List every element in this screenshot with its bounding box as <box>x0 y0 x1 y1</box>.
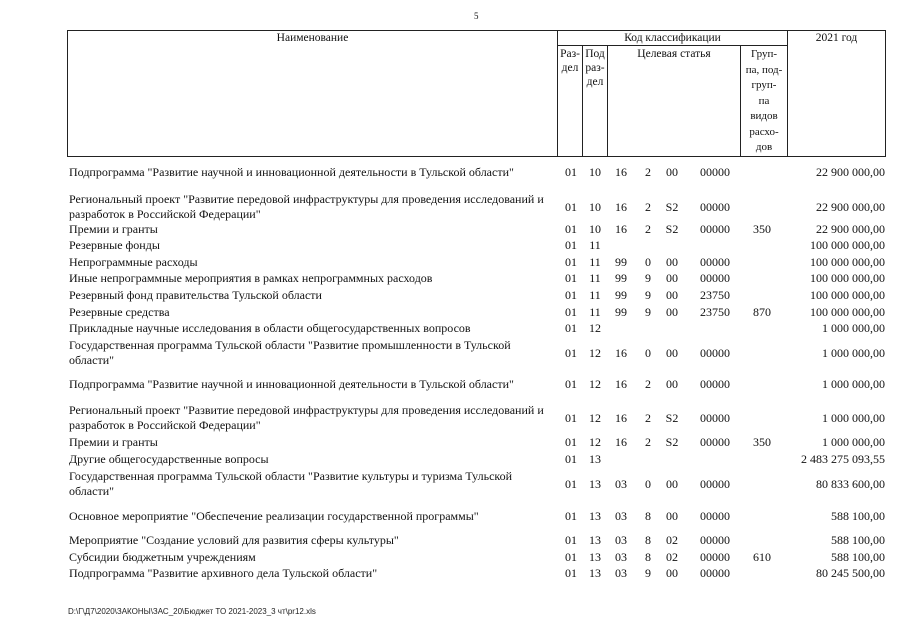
cell-sec: 01 <box>565 238 577 252</box>
cell-t4: 00000 <box>700 222 730 236</box>
cell-t4: 00000 <box>700 435 730 449</box>
cell-t3: 00 <box>666 305 678 319</box>
cell-amount: 1 000 000,00 <box>822 435 885 449</box>
cell-sec: 01 <box>565 200 577 214</box>
cell-t3: 00 <box>666 165 678 179</box>
cell-sub: 11 <box>589 238 601 252</box>
cell-t1: 99 <box>615 305 627 319</box>
cell-amount: 2 483 275 093,55 <box>801 452 885 466</box>
cell-t3: 00 <box>666 477 678 491</box>
cell-t1: 99 <box>615 288 627 302</box>
cell-t4: 00000 <box>700 411 730 425</box>
cell-t3: 00 <box>666 566 678 580</box>
cell-t4: 00000 <box>700 377 730 391</box>
cell-sec: 01 <box>565 411 577 425</box>
cell-t3: 02 <box>666 533 678 547</box>
cell-name: Региональный проект "Развитие передовой инфраструктуры для проведения исследований и разработок в Российской Федерации" <box>69 403 544 432</box>
file-path: D:\Г\Д7\2020\ЗАКОНЫ\ЗАС_20\Бюджет ТО 2021-2023_3 чт\pr12.xls <box>68 607 316 616</box>
cell-sub: 13 <box>589 477 601 491</box>
cell-sec: 01 <box>565 255 577 269</box>
cell-name: Другие общегосударственные вопросы <box>69 452 269 466</box>
table-header <box>67 30 886 157</box>
cell-t1: 03 <box>615 509 627 523</box>
cell-name: Подпрограмма "Развитие научной и инновационной деятельности в Тульской области" <box>69 165 514 179</box>
cell-sec: 01 <box>565 165 577 179</box>
cell-t4: 23750 <box>700 305 730 319</box>
cell-amount: 100 000 000,00 <box>810 271 885 285</box>
cell-t4: 00000 <box>700 509 730 523</box>
cell-t2: 2 <box>645 377 651 391</box>
cell-name: Прикладные научные исследования в области общегосударственных вопросов <box>69 321 471 335</box>
cell-t2: 9 <box>645 271 651 285</box>
cell-sub: 13 <box>589 509 601 523</box>
cell-name: Подпрограмма "Развитие архивного дела Тульской области" <box>69 566 378 580</box>
cell-sub: 13 <box>589 550 601 564</box>
cell-sec: 01 <box>565 222 577 236</box>
cell-sub: 12 <box>589 411 601 425</box>
cell-t2: 0 <box>645 477 651 491</box>
cell-t2: 9 <box>645 288 651 302</box>
cell-t2: 9 <box>645 566 651 580</box>
cell-name: Иные непрограммные мероприятия в рамках непрограммных расходов <box>69 271 433 285</box>
cell-t1: 16 <box>615 435 627 449</box>
cell-amount: 1 000 000,00 <box>822 411 885 425</box>
cell-grp: 610 <box>753 550 771 564</box>
cell-sub: 13 <box>589 452 601 466</box>
cell-sub: 11 <box>589 271 601 285</box>
cell-name: Субсидии бюджетным учреждениям <box>69 550 256 564</box>
cell-amount: 100 000 000,00 <box>810 305 885 319</box>
header-group: Груп- па, под- груп- па видов расхо- дов <box>741 46 788 157</box>
cell-grp: 350 <box>753 222 771 236</box>
cell-name: Премии и гранты <box>69 222 158 236</box>
cell-t3: S2 <box>665 200 679 214</box>
cell-t4: 00000 <box>700 255 730 269</box>
cell-sec: 01 <box>565 509 577 523</box>
cell-sub: 12 <box>589 346 601 360</box>
cell-t4: 00000 <box>700 165 730 179</box>
cell-amount: 80 833 600,00 <box>816 477 885 491</box>
cell-amount: 1 000 000,00 <box>822 321 885 335</box>
cell-t2: 0 <box>645 255 651 269</box>
cell-t4: 00000 <box>700 271 730 285</box>
cell-grp: 870 <box>753 305 771 319</box>
cell-t2: 8 <box>645 533 651 547</box>
cell-t3: 00 <box>666 509 678 523</box>
cell-amount: 588 100,00 <box>831 533 885 547</box>
cell-sec: 01 <box>565 550 577 564</box>
cell-t3: 00 <box>666 271 678 285</box>
cell-t1: 16 <box>615 165 627 179</box>
cell-t2: 8 <box>645 509 651 523</box>
cell-t4: 00000 <box>700 533 730 547</box>
cell-name: Непрограммные расходы <box>69 255 198 269</box>
cell-name: Основное мероприятие "Обеспечение реализации государственной программы" <box>69 509 479 523</box>
cell-t4: 23750 <box>700 288 730 302</box>
cell-t1: 03 <box>615 550 627 564</box>
cell-grp: 350 <box>753 435 771 449</box>
cell-amount: 100 000 000,00 <box>810 238 885 252</box>
cell-sec: 01 <box>565 477 577 491</box>
cell-sub: 13 <box>589 533 601 547</box>
cell-t1: 16 <box>615 346 627 360</box>
header-code-group: Код классификации <box>558 31 788 46</box>
cell-name: Подпрограмма "Развитие научной и инновационной деятельности в Тульской области" <box>69 377 514 391</box>
cell-t1: 16 <box>615 377 627 391</box>
cell-sub: 10 <box>589 200 601 214</box>
cell-sec: 01 <box>565 377 577 391</box>
cell-t4: 00000 <box>700 566 730 580</box>
cell-name: Резервный фонд правительства Тульской области <box>69 288 322 302</box>
header-section: Раз- дел <box>558 46 583 157</box>
cell-sec: 01 <box>565 566 577 580</box>
cell-t1: 03 <box>615 477 627 491</box>
cell-t4: 00000 <box>700 200 730 214</box>
cell-sub: 11 <box>589 288 601 302</box>
cell-sub: 12 <box>589 321 601 335</box>
cell-t2: 2 <box>645 411 651 425</box>
cell-amount: 22 900 000,00 <box>816 165 885 179</box>
page-number: 5 <box>474 11 479 21</box>
header-target: Целевая статья <box>608 46 741 157</box>
cell-t1: 03 <box>615 533 627 547</box>
cell-sub: 13 <box>589 566 601 580</box>
cell-t1: 99 <box>615 255 627 269</box>
cell-t3: S2 <box>665 435 679 449</box>
header-year: 2021 год <box>788 31 886 157</box>
cell-name: Государственная программа Тульской области "Развитие культуры и туризма Тульской области" <box>69 469 513 498</box>
cell-sec: 01 <box>565 533 577 547</box>
cell-t4: 00000 <box>700 550 730 564</box>
cell-amount: 22 900 000,00 <box>816 200 885 214</box>
cell-sub: 12 <box>589 435 601 449</box>
header-name: Наименование <box>68 31 558 157</box>
cell-t3: S2 <box>665 222 679 236</box>
cell-t2: 2 <box>645 222 651 236</box>
cell-t2: 9 <box>645 305 651 319</box>
header-subsection: Под раз- дел <box>583 46 608 157</box>
cell-sec: 01 <box>565 452 577 466</box>
cell-t3: 02 <box>666 550 678 564</box>
cell-amount: 1 000 000,00 <box>822 346 885 360</box>
cell-name: Государственная программа Тульской области "Развитие промышленности в Тульской области" <box>69 338 511 367</box>
cell-t4: 00000 <box>700 346 730 360</box>
cell-sec: 01 <box>565 321 577 335</box>
cell-amount: 1 000 000,00 <box>822 377 885 391</box>
cell-t2: 8 <box>645 550 651 564</box>
cell-amount: 588 100,00 <box>831 509 885 523</box>
cell-t2: 2 <box>645 435 651 449</box>
cell-t3: 00 <box>666 255 678 269</box>
cell-t1: 16 <box>615 411 627 425</box>
cell-sec: 01 <box>565 305 577 319</box>
cell-t1: 16 <box>615 200 627 214</box>
cell-name: Резервные средства <box>69 305 170 319</box>
cell-t1: 03 <box>615 566 627 580</box>
cell-t2: 2 <box>645 200 651 214</box>
cell-t3: 00 <box>666 346 678 360</box>
cell-amount: 80 245 500,00 <box>816 566 885 580</box>
cell-sec: 01 <box>565 435 577 449</box>
cell-amount: 100 000 000,00 <box>810 288 885 302</box>
cell-sec: 01 <box>565 346 577 360</box>
cell-sec: 01 <box>565 271 577 285</box>
cell-t3: 00 <box>666 288 678 302</box>
cell-sub: 12 <box>589 377 601 391</box>
cell-t3: S2 <box>665 411 679 425</box>
cell-amount: 100 000 000,00 <box>810 255 885 269</box>
cell-sub: 10 <box>589 222 601 236</box>
cell-sec: 01 <box>565 288 577 302</box>
cell-sub: 10 <box>589 165 601 179</box>
cell-t1: 16 <box>615 222 627 236</box>
cell-sub: 11 <box>589 255 601 269</box>
cell-t4: 00000 <box>700 477 730 491</box>
cell-amount: 22 900 000,00 <box>816 222 885 236</box>
cell-t2: 0 <box>645 346 651 360</box>
cell-name: Региональный проект "Развитие передовой инфраструктуры для проведения исследований и разработок в Российской Федерации" <box>69 192 544 221</box>
cell-t2: 2 <box>645 165 651 179</box>
cell-amount: 588 100,00 <box>831 550 885 564</box>
cell-name: Резервные фонды <box>69 238 160 252</box>
cell-name: Премии и гранты <box>69 435 158 449</box>
cell-sub: 11 <box>589 305 601 319</box>
cell-name: Мероприятие "Создание условий для развития сферы культуры" <box>69 533 399 547</box>
cell-t3: 00 <box>666 377 678 391</box>
cell-t1: 99 <box>615 271 627 285</box>
